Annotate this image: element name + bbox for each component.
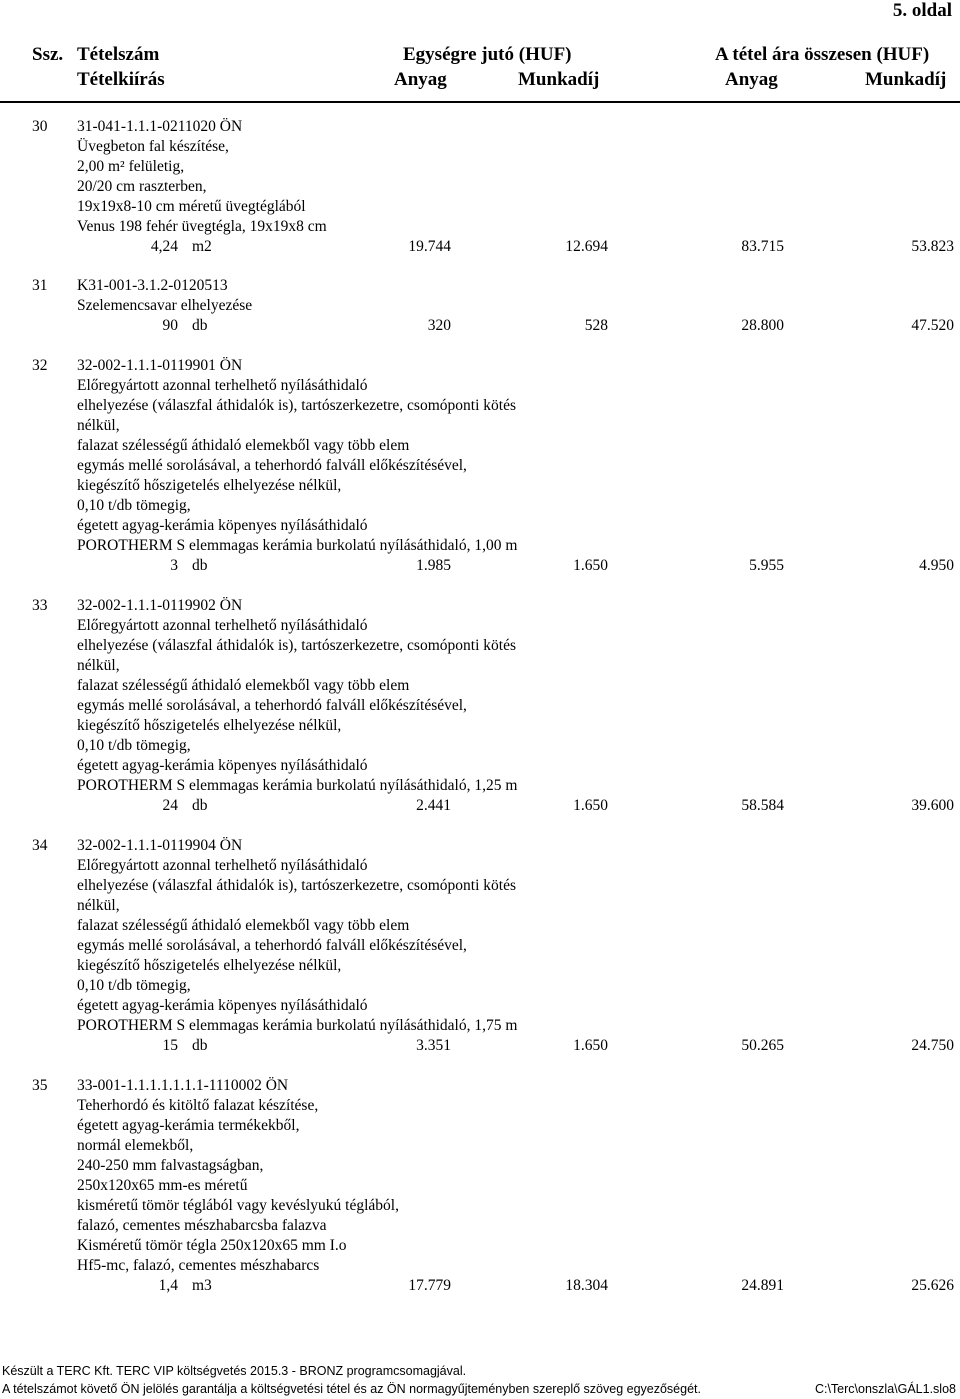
item-unit-anyag: 19.744 [408, 238, 451, 255]
item-total-anyag: 50.265 [741, 1037, 784, 1054]
item-quantity-line [0, 237, 960, 257]
description-line: kisméretű tömör téglából vagy kevéslyukú téglából, [77, 1197, 399, 1214]
item-unit-munkadij: 1.650 [573, 1037, 608, 1054]
item-description [77, 856, 517, 1036]
header-total-anyag: Anyag [725, 69, 778, 90]
item-ssz: 34 [32, 837, 48, 854]
description-line: 0,10 t/db tömegig, [77, 977, 191, 994]
item-code: 32-002-1.1.1-0119901 ÖN [77, 357, 243, 374]
item-quantity: 90 [162, 317, 178, 334]
header-ssz: Ssz. [32, 44, 64, 65]
description-line: 250x120x65 mm-es méretű [77, 1177, 248, 1194]
header-total-munkadij: Munkadíj [865, 69, 947, 90]
item-ssz: 30 [32, 118, 48, 135]
description-line: falazat szélességű áthidaló elemekből vagy több elem [77, 917, 410, 934]
item-unit-anyag: 1.985 [416, 557, 451, 574]
item-code: 32-002-1.1.1-0119904 ÖN [77, 837, 243, 854]
item-quantity-line [0, 1036, 960, 1056]
item-total-anyag: 28.800 [741, 317, 784, 334]
item-description [77, 296, 252, 316]
description-line: POROTHERM S elemmagas kerámia burkolatú nyílásáthidaló, 1,75 m [77, 1017, 518, 1034]
header-divider [0, 101, 960, 103]
description-line: Kisméretű tömör tégla 250x120x65 mm I.o [77, 1237, 347, 1254]
footer-path: C:\Terc\onszla\GÁL1.slo8 [814, 1382, 956, 1396]
description-line: falazó, cementes mészhabarcsba falazva [77, 1217, 327, 1234]
item-description [77, 616, 517, 796]
page-number: 5. oldal [892, 0, 952, 21]
item-ssz: 31 [32, 277, 48, 294]
item-total-munkadij: 4.950 [919, 557, 954, 574]
description-line: POROTHERM S elemmagas kerámia burkolatú nyílásáthidaló, 1,25 m [77, 777, 518, 794]
description-line: 19x19x8-10 cm méretű üvegtéglából [77, 198, 306, 215]
item-unit-munkadij: 528 [584, 317, 608, 334]
item-unit: db [192, 1037, 208, 1054]
description-line: égetett agyag-kerámia köpenyes nyílásáthidaló [77, 517, 368, 534]
item-code: 31-041-1.1.1-0211020 ÖN [77, 118, 243, 135]
item-unit: m3 [192, 1277, 212, 1294]
description-line: nélkül, [77, 657, 120, 674]
description-line: Előregyártott azonnal terhelhető nyílásáthidaló [77, 377, 368, 394]
description-line: nélkül, [77, 417, 120, 434]
description-line: 20/20 cm raszterben, [77, 178, 207, 195]
item-unit: db [192, 317, 208, 334]
description-line: 2,00 m² felületig, [77, 158, 185, 175]
item-quantity: 3 [170, 557, 178, 574]
item-total-anyag: 24.891 [741, 1277, 784, 1294]
description-line: normál elemekből, [77, 1137, 194, 1154]
item-unit-munkadij: 1.650 [573, 797, 608, 814]
item-quantity-line [0, 796, 960, 816]
description-line: égetett agyag-kerámia köpenyes nyílásáthidaló [77, 997, 368, 1014]
description-line: egymás mellé sorolásával, a teherhordó falváll előkészítésével, [77, 697, 467, 714]
item-unit-munkadij: 18.304 [565, 1277, 608, 1294]
description-line: elhelyezése (válaszfal áthidalók is), tartószerkezetre, csomóponti kötés [77, 397, 516, 414]
description-line: kiegészítő hőszigetelés elhelyezése nélkül, [77, 717, 342, 734]
item-total-munkadij: 39.600 [911, 797, 954, 814]
item-description [77, 376, 517, 556]
description-line: egymás mellé sorolásával, a teherhordó falváll előkészítésével, [77, 937, 467, 954]
item-ssz: 35 [32, 1077, 48, 1094]
item-total-munkadij: 47.520 [911, 317, 954, 334]
item-quantity-line [0, 1276, 960, 1296]
item-total-anyag: 83.715 [741, 238, 784, 255]
header-total-price: A tétel ára összesen (HUF) [715, 44, 930, 65]
item-total-anyag: 58.584 [741, 797, 784, 814]
item-unit: m2 [192, 238, 212, 255]
header-unit-munkadij: Munkadíj [518, 69, 600, 90]
description-line: Teherhordó és kitöltő falazat készítése, [77, 1097, 319, 1114]
item-code: 33-001-1.1.1.1.1.1.1-1110002 ÖN [77, 1077, 289, 1094]
item-unit-anyag: 3.351 [416, 1037, 451, 1054]
description-line: falazat szélességű áthidaló elemekből vagy több elem [77, 437, 410, 454]
description-line: Hf5-mc, falazó, cementes mészhabarcs [77, 1257, 320, 1274]
description-line: Szelemencsavar elhelyezése [77, 297, 253, 314]
item-unit-munkadij: 1.650 [573, 557, 608, 574]
description-line: égetett agyag-kerámia köpenyes nyílásáthidaló [77, 757, 368, 774]
item-quantity: 15 [162, 1037, 178, 1054]
description-line: 240-250 mm falvastagságban, [77, 1157, 264, 1174]
footer-line1: Készült a TERC Kft. TERC VIP költségvetés 2015.3 - BRONZ programcsomagjával. [2, 1364, 467, 1378]
description-line: egymás mellé sorolásával, a teherhordó falváll előkészítésével, [77, 457, 467, 474]
description-line: elhelyezése (válaszfal áthidalók is), tartószerkezetre, csomóponti kötés [77, 637, 516, 654]
footer-line2: A tételszámot követő ÖN jelölés garantálja a költségvetési tétel és az ÖN normagyűjteményben szereplő szöveg egyezőségét. [2, 1382, 701, 1396]
description-line: POROTHERM S elemmagas kerámia burkolatú nyílásáthidaló, 1,00 m [77, 537, 518, 554]
item-unit-anyag: 17.779 [408, 1277, 451, 1294]
description-line: falazat szélességű áthidaló elemekből vagy több elem [77, 677, 410, 694]
description-line: égetett agyag-kerámia termékekből, [77, 1117, 300, 1134]
item-ssz: 33 [32, 597, 48, 614]
item-unit-anyag: 320 [427, 317, 451, 334]
item-ssz: 32 [32, 357, 48, 374]
description-line: kiegészítő hőszigetelés elhelyezése nélkül, [77, 477, 342, 494]
item-total-munkadij: 24.750 [911, 1037, 954, 1054]
description-line: kiegészítő hőszigetelés elhelyezése nélkül, [77, 957, 342, 974]
header-tetelszam: Tételszám [77, 44, 160, 65]
item-unit-munkadij: 12.694 [565, 238, 608, 255]
description-line: Előregyártott azonnal terhelhető nyílásáthidaló [77, 617, 368, 634]
item-total-munkadij: 25.626 [911, 1277, 954, 1294]
description-line: 0,10 t/db tömegig, [77, 497, 191, 514]
item-quantity: 24 [162, 797, 178, 814]
item-quantity: 4,24 [150, 238, 178, 255]
item-total-anyag: 5.955 [749, 557, 784, 574]
description-line: elhelyezése (válaszfal áthidalók is), tartószerkezetre, csomóponti kötés [77, 877, 516, 894]
description-line: Előregyártott azonnal terhelhető nyílásáthidaló [77, 857, 368, 874]
item-unit-anyag: 2.441 [416, 797, 451, 814]
description-line: Venus 198 fehér üvegtégla, 19x19x8 cm [77, 218, 327, 235]
item-total-munkadij: 53.823 [911, 238, 954, 255]
item-code: 32-002-1.1.1-0119902 ÖN [77, 597, 243, 614]
item-unit: db [192, 557, 208, 574]
item-description [77, 1096, 399, 1276]
description-line: 0,10 t/db tömegig, [77, 737, 191, 754]
item-quantity: 1,4 [158, 1277, 178, 1294]
header-tetelkiiras: Tételkiírás [77, 69, 165, 90]
item-unit: db [192, 797, 208, 814]
item-quantity-line [0, 316, 960, 336]
description-line: nélkül, [77, 897, 120, 914]
header-unit-price: Egységre jutó (HUF) [403, 44, 572, 65]
description-line: Üvegbeton fal készítése, [77, 138, 229, 155]
header-unit-anyag: Anyag [394, 69, 447, 90]
item-quantity-line [0, 556, 960, 576]
item-description [77, 137, 327, 237]
item-code: K31-001-3.1.2-0120513 [77, 277, 228, 294]
